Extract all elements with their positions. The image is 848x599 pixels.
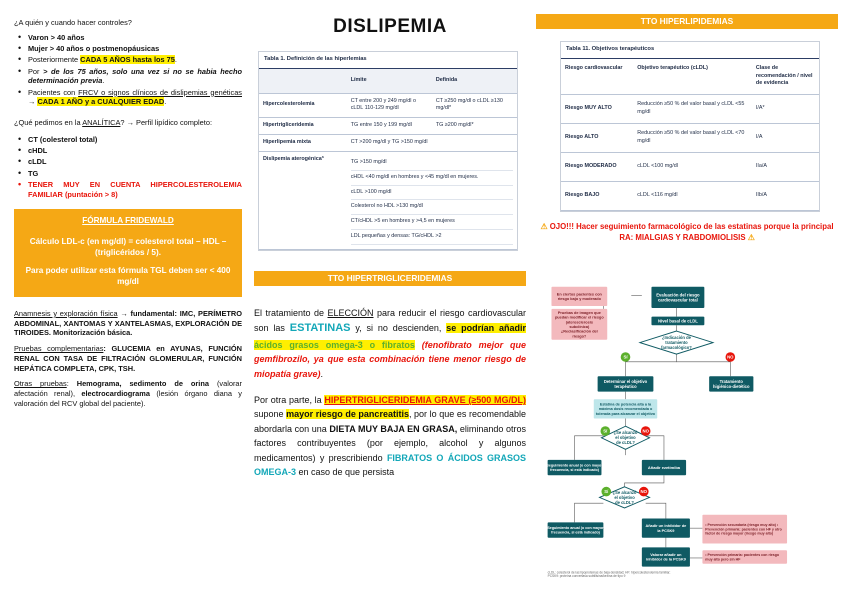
control-list bbox=[14, 33, 242, 107]
objective-value: Reducción ≥50 % del valor basal y cLDL <70 mg/dl bbox=[633, 124, 752, 153]
column-header bbox=[259, 69, 347, 93]
table-header-row bbox=[259, 69, 517, 93]
table-row bbox=[259, 151, 517, 249]
warning-icon: ⚠ bbox=[747, 232, 755, 242]
ldl-question-1: ¿Se alcanzó el objetivo de cLDL? bbox=[613, 430, 638, 446]
table-row bbox=[259, 118, 517, 135]
column-header: Clase de recomendación / nivel de evidencia bbox=[752, 59, 819, 95]
otras-pruebas-paragraph: Otras pruebas: Hemograma, sedimento de orina (valorar afectación renal), electrocardiograma (lesión órgano diana y valoración del RCV global del paciente). bbox=[14, 379, 243, 408]
yes-badge: Sí bbox=[623, 354, 628, 360]
list-item: • cHDL bbox=[14, 146, 242, 156]
basal-ldl: Nivel basal de cLDL bbox=[657, 318, 698, 324]
statin-warning: ⚠ OJO!!! Hacer seguimiento farmacológico de las estatinas porque la principal RA: MIALGIAS Y RABDOMIOLISIS ⚠ bbox=[540, 221, 834, 242]
list-item: • cLDL bbox=[14, 157, 242, 167]
list-item: • CT (colesterol total) bbox=[14, 135, 242, 145]
flow-arrow bbox=[625, 475, 664, 488]
list-item: • Pacientes con FRCV o signos clínicos de dislipemias genéticas → CADA 1 AÑO y a CUALQUIER EDAD. bbox=[14, 88, 242, 108]
table-row bbox=[561, 181, 819, 210]
formula-line: Cálculo LDL-c (en mg/dl) = colesterol total – HDL – (triglicéridos / 5). bbox=[29, 236, 227, 257]
list-item: • TG bbox=[14, 169, 242, 179]
ldl-question-2: ¿Se alcanzó el objetivo de cLDL? bbox=[612, 489, 637, 505]
table-row bbox=[259, 135, 517, 152]
table-row bbox=[561, 152, 819, 181]
no-badge: NO bbox=[727, 354, 734, 360]
indication-1: • Prevención secundaria (riesgo muy alto) • Prevención primaria: pacientes con HF y otro factor de riesgo mayor (riesgo muy alto) bbox=[705, 523, 782, 536]
side-note-1: En ciertos pacientes con riesgo bajo y moderado bbox=[556, 292, 602, 302]
yes-badge: Sí bbox=[604, 489, 609, 495]
defined-value: CT ≥250 mg/dl o cLDL ≥130 mg/dl* bbox=[432, 93, 517, 118]
recommendation-class: IIa/A bbox=[752, 152, 819, 181]
limit-value: CT >200 mg/dl y TG >150 mg/dl bbox=[347, 135, 517, 152]
risk-label: Riesgo ALTO bbox=[561, 124, 633, 153]
objective-value: cLDL <116 mg/dl bbox=[633, 181, 752, 210]
flow-arrow bbox=[646, 503, 666, 518]
defined-value: TG ≥200 mg/dl* bbox=[432, 118, 517, 135]
pcsk9-add: Añadir un inhibidor de la PCSK9 bbox=[645, 524, 687, 533]
table-caption: Tabla 1. Definición de las hiperlemias bbox=[259, 52, 517, 69]
table-caption: Tabla 11. Objetivos terapéuticos bbox=[561, 42, 819, 59]
flowchart-footnote: cLDL: colesterol de las lipoproteínas de baja densidad; HF: hipercolesterolemia familiar; PCSK9: proteína convertasa subtilisina/kexina de tipo 9 bbox=[547, 570, 671, 579]
row-label: Hipertrigliceridemia bbox=[259, 118, 347, 135]
risk-label: Riesgo BAJO bbox=[561, 181, 633, 210]
pharma-question: ¿Indicación de tratamiento farmacológico? bbox=[661, 335, 692, 351]
followup-2: Seguimiento anual (o con mayor frecuencia, si está indicado) bbox=[547, 526, 604, 535]
middle-column bbox=[254, 0, 526, 479]
treatment-paragraph: El tratamiento de ELECCIÓN para reducir el riesgo cardiovascular son las ESTATINAS y, si no descienden, se podrían añadir ácidos grasos omega-3 o fibratos (fenofibrato mejor que gemfibrozilo, ya que esta combinación tiene menor riesgo de miopatía grave). bbox=[254, 307, 526, 379]
tto-hipertrigliceridemias-header: TTO HIPERTRIGLICERIDEMIAS bbox=[254, 271, 526, 286]
no-badge: NO bbox=[642, 428, 649, 434]
pcsk9-consider: Valorar añadir un inhibidor de la PCSK9 bbox=[645, 553, 686, 562]
question-analytics: ¿Qué pedimos en la ANALÍTICA? → Perfil lipídico completo: bbox=[14, 118, 213, 128]
row-value: LDL pequeñas y densas: TG/cHDL >2 bbox=[351, 230, 513, 245]
column-header: Riesgo cardiovascular bbox=[561, 59, 633, 95]
target-box: Determinar el objetivo terapéutico bbox=[603, 378, 648, 389]
row-label: Hiperlipemia mixta bbox=[259, 135, 347, 152]
column-header: Definida bbox=[432, 69, 517, 93]
risk-label: Riesgo MODERADO bbox=[561, 152, 633, 181]
list-item: • Posteriormente CADA 5 AÑOS hasta los 75. bbox=[14, 55, 242, 65]
row-value: CT/cHDL >5 en hombres y >4,5 en mujeres bbox=[351, 215, 513, 230]
flow-arrow bbox=[626, 354, 677, 376]
column-header: Objetivo terapéutico (cLDL) bbox=[633, 59, 752, 95]
yes-badge: Sí bbox=[603, 428, 608, 434]
list-item: • TENER MUY EN CUENTA HIPERCOLESTEROLEMIA FAMILIAR (puntación > 8) bbox=[14, 180, 242, 200]
left-column bbox=[14, 0, 242, 409]
recommendation-class: I/A* bbox=[752, 95, 819, 124]
recommendation-class: I/A bbox=[752, 124, 819, 153]
row-value: Colesterol no HDL >130 mg/dl bbox=[351, 200, 513, 215]
list-item: • Por > de los 75 años, solo una vez si no se habia hecho determinación previa. bbox=[14, 67, 242, 87]
followup-1: Seguimiento anual (o con mayor frecuencia, si está indicado) bbox=[546, 463, 603, 473]
row-value: cLDL >100 mg/dl bbox=[351, 186, 513, 201]
objective-value: Reducción ≥50 % del valor basal y cLDL <55 mg/dl bbox=[633, 95, 752, 124]
limit-value: CT entre 200 y 249 mg/dl o cLDL 110-129 mg/dl bbox=[347, 93, 432, 118]
table-row bbox=[561, 95, 819, 124]
indication-2: • Prevención primaria: pacientes con riesgo muy alto pero sin HF bbox=[705, 553, 780, 562]
table-row bbox=[259, 93, 517, 118]
objectives-table bbox=[560, 41, 820, 211]
warning-icon: ⚠ bbox=[540, 221, 548, 231]
risk-label: Riesgo MUY ALTO bbox=[561, 95, 633, 124]
ezetimibe-box: Añadir ezetimiba bbox=[647, 464, 681, 470]
column-header: Límite bbox=[347, 69, 432, 93]
no-badge: NO bbox=[640, 489, 648, 495]
row-label: Hipercolesterolemia bbox=[259, 93, 347, 118]
cv-risk-eval: Evaluación del riesgo cardiovascular total bbox=[656, 292, 700, 303]
row-values bbox=[347, 151, 517, 249]
severe-tg-paragraph: Por otra parte, la HIPERTRIGLICERIDEMIA GRAVE (≥500 MG/DL) supone mayor riesgo de pancreatitis, por lo que es recomendable abordarla con una DIETA MUY BAJA EN GRASA, eliminando otros factores contribuyentes (por ejemplo, alcohol y algunos medicamentos) y prescribiendo FIBRATOS O ÁCIDOS GRASOS OMEGA-3 en caso de que persista bbox=[254, 395, 527, 478]
right-column bbox=[536, 0, 838, 579]
formula-condition: Para poder utilizar esta fórmula TGL deben ser < 400 mg/dl bbox=[25, 265, 231, 286]
row-value: cHDL <40 mg/dl en hombres y <45 mg/dl en mujeres. bbox=[351, 171, 513, 186]
formula-box bbox=[14, 209, 242, 296]
lipid-profile-list bbox=[14, 135, 242, 200]
flow-arrow bbox=[575, 436, 604, 460]
treatment-flowchart bbox=[540, 282, 836, 582]
flow-arrow bbox=[648, 436, 664, 460]
recommendation-class: IIb/A bbox=[752, 181, 819, 210]
row-value: TG >150 mg/dl bbox=[351, 156, 513, 171]
hyperlipemia-table bbox=[258, 51, 518, 251]
page-title: DISLIPEMIA bbox=[333, 16, 447, 37]
objective-value: cLDL <100 mg/dl bbox=[633, 152, 752, 181]
table-row bbox=[561, 124, 819, 153]
row-label: Dislipemia aterogénicaª bbox=[259, 151, 347, 249]
flow-arrow bbox=[575, 503, 604, 522]
table-header-row bbox=[561, 59, 819, 95]
limit-value: TG entre 150 y 199 mg/dl bbox=[347, 118, 432, 135]
list-item: • Varon > 40 años bbox=[14, 33, 242, 43]
pruebas-paragraph: Pruebas complementarias: GLUCEMIA en AYUNAS, FUNCIÓN RENAL CON TASA DE FILTRACIÓN GLOMERULAR, FUNCIÓN HEPÁTICA COMPLETA, CPK, TSH. bbox=[14, 344, 242, 373]
formula-title: FÓRMULA FRIDEWALD bbox=[82, 216, 174, 226]
anamnesis-paragraph: Anamnesis y exploración física → fundamental: IMC, PERÍMETRO ABDOMINAL, XANTOMAS Y XANTELASMAS, EXPLORACIÓN DE TIROIDES. Monitorización básica. bbox=[14, 308, 242, 338]
side-note-2: Pruebas de imagen que puedan modificar el riesgo (aterosclerosis subclínica) ¿Reclasificación del riesgo? bbox=[554, 310, 604, 339]
list-item: • Mujer > 40 años o postmenopáusicas bbox=[14, 44, 242, 54]
question-who: ¿A quién y cuando hacer controles? bbox=[14, 18, 132, 27]
diet-box: Tratamiento higiénico-dietético bbox=[713, 378, 750, 389]
flow-arrow bbox=[676, 362, 730, 376]
tto-hiperlipidemias-header: TTO HIPERLIPIDEMIAS bbox=[536, 14, 838, 29]
statin-box: Estatina de potencia alta a la máxima dosis recomendada o tolerada para alcanzar el objetivo bbox=[595, 402, 656, 416]
